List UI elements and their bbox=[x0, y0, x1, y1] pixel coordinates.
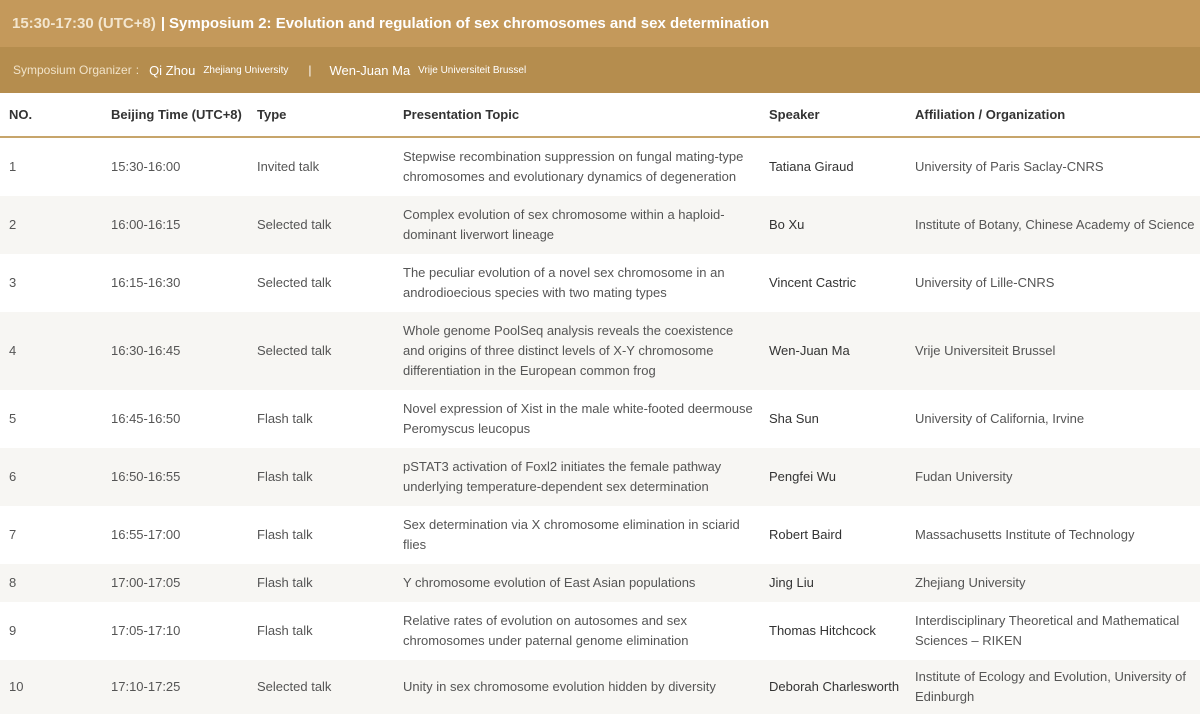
cell-type: Invited talk bbox=[257, 159, 320, 174]
cell-time: 17:00-17:05 bbox=[111, 575, 181, 590]
cell-time: 16:30-16:45 bbox=[111, 343, 181, 358]
cell-topic: Stepwise recombination suppression on fungal mating-type chromosomes and evolutionary dynamics of degeneration bbox=[403, 149, 744, 184]
cell-topic: pSTAT3 activation of Foxl2 initiates the female pathway underlying temperature-dependent sex determination bbox=[403, 459, 722, 494]
cell-type: Flash talk bbox=[257, 469, 313, 484]
cell-topic: Novel expression of Xist in the male white-footed deermouse Peromyscus leucopus bbox=[403, 401, 753, 436]
organizer-label: Symposium Organizer bbox=[13, 63, 132, 77]
cell-affiliation: Institute of Ecology and Evolution, University of Edinburgh bbox=[915, 669, 1186, 704]
cell-affiliation: University of Lille-CNRS bbox=[915, 275, 1055, 290]
organizer-divider: | bbox=[308, 63, 312, 77]
cell-time: 16:00-16:15 bbox=[111, 217, 181, 232]
cell-speaker: Deborah Charlesworth bbox=[769, 679, 900, 694]
cell-speaker: Thomas Hitchcock bbox=[769, 623, 876, 638]
cell-no: 10 bbox=[9, 679, 24, 694]
session-time-range: 15:30-17:30 (UTC+8) bbox=[12, 15, 156, 32]
table-row bbox=[0, 254, 1200, 312]
cell-topic: Relative rates of evolution on autosomes and sex chromosomes under paternal genome elimination bbox=[403, 613, 689, 648]
table-row bbox=[0, 448, 1200, 506]
cell-type: Flash talk bbox=[257, 527, 313, 542]
table-row bbox=[0, 390, 1200, 448]
cell-affiliation: Vrije Universiteit Brussel bbox=[915, 343, 1056, 358]
column-header-type: Type bbox=[257, 106, 287, 122]
cell-no: 6 bbox=[9, 469, 17, 484]
cell-type: Selected talk bbox=[257, 217, 332, 232]
column-header-speaker: Speaker bbox=[769, 106, 820, 122]
cell-type: Flash talk bbox=[257, 575, 313, 590]
table-row bbox=[0, 564, 1200, 602]
cell-affiliation: Zhejiang University bbox=[915, 575, 1026, 590]
table-row bbox=[0, 660, 1200, 714]
column-header-no: NO. bbox=[9, 106, 33, 122]
cell-no: 3 bbox=[9, 275, 17, 290]
cell-speaker: Wen-Juan Ma bbox=[769, 343, 850, 358]
cell-topic: Y chromosome evolution of East Asian populations bbox=[403, 575, 696, 590]
schedule-table bbox=[0, 93, 1200, 714]
cell-affiliation: Interdisciplinary Theoretical and Mathematical Sciences – RIKEN bbox=[915, 613, 1180, 648]
cell-time: 17:05-17:10 bbox=[111, 623, 181, 638]
column-header-affiliation: Affiliation / Organization bbox=[915, 106, 1066, 122]
cell-affiliation: Massachusetts Institute of Technology bbox=[915, 527, 1135, 542]
cell-topic: Complex evolution of sex chromosome within a haploid-dominant liverwort lineage bbox=[403, 207, 725, 242]
cell-topic: The peculiar evolution of a novel sex chromosome in an androdioecious species with two mating types bbox=[403, 265, 725, 300]
cell-topic: Sex determination via X chromosome elimination in sciarid flies bbox=[403, 517, 740, 552]
cell-topic: Whole genome PoolSeq analysis reveals the coexistence and origins of three distinct levels of X-Y chromosome differentiation in the European common frog bbox=[403, 323, 734, 378]
cell-no: 9 bbox=[9, 623, 17, 638]
cell-affiliation: Fudan University bbox=[915, 469, 1013, 484]
cell-speaker: Vincent Castric bbox=[769, 275, 857, 290]
cell-type: Flash talk bbox=[257, 623, 313, 638]
table-header-row bbox=[0, 93, 1200, 138]
cell-topic: Unity in sex chromosome evolution hidden by diversity bbox=[403, 679, 716, 694]
cell-speaker: Jing Liu bbox=[769, 575, 814, 590]
table-row bbox=[0, 138, 1200, 196]
cell-type: Selected talk bbox=[257, 275, 332, 290]
cell-type: Flash talk bbox=[257, 411, 313, 426]
cell-no: 5 bbox=[9, 411, 17, 426]
cell-speaker: Tatiana Giraud bbox=[769, 159, 854, 174]
cell-time: 16:15-16:30 bbox=[111, 275, 181, 290]
organizer-colon: : bbox=[135, 63, 140, 77]
cell-no: 1 bbox=[9, 159, 17, 174]
cell-no: 4 bbox=[9, 343, 17, 358]
cell-affiliation: Institute of Botany, Chinese Academy of Science bbox=[915, 217, 1195, 232]
cell-no: 2 bbox=[9, 217, 17, 232]
cell-speaker: Bo Xu bbox=[769, 217, 805, 232]
column-header-topic: Presentation Topic bbox=[403, 106, 520, 122]
table-row bbox=[0, 506, 1200, 564]
symposium-title: Symposium 2: Evolution and regulation of sex chromosomes and sex determination bbox=[169, 15, 770, 32]
organizer-bar bbox=[0, 47, 1200, 93]
cell-affiliation: University of Paris Saclay-CNRS bbox=[915, 159, 1104, 174]
cell-affiliation: University of California, Irvine bbox=[915, 411, 1085, 426]
cell-time: 16:45-16:50 bbox=[111, 411, 181, 426]
cell-type: Selected talk bbox=[257, 679, 332, 694]
title-separator: | bbox=[160, 15, 166, 32]
table-row bbox=[0, 602, 1200, 660]
cell-time: 16:50-16:55 bbox=[111, 469, 181, 484]
cell-speaker: Sha Sun bbox=[769, 411, 819, 426]
organizer-name-1: Qi Zhou bbox=[149, 62, 196, 78]
organizer-institution-2: Vrije Universiteit Brussel bbox=[418, 64, 527, 76]
column-header-time: Beijing Time (UTC+8) bbox=[111, 106, 242, 122]
cell-type: Selected talk bbox=[257, 343, 332, 358]
cell-time: 17:10-17:25 bbox=[111, 679, 181, 694]
cell-time: 15:30-16:00 bbox=[111, 159, 181, 174]
organizer-institution-1: Zhejiang University bbox=[203, 64, 289, 76]
symposium-title-bar bbox=[0, 0, 1200, 47]
cell-time: 16:55-17:00 bbox=[111, 527, 181, 542]
organizer-name-2: Wen-Juan Ma bbox=[329, 62, 411, 78]
cell-no: 8 bbox=[9, 575, 17, 590]
cell-no: 7 bbox=[9, 527, 17, 542]
table-body bbox=[0, 138, 1200, 714]
table-row bbox=[0, 312, 1200, 390]
cell-speaker: Robert Baird bbox=[769, 527, 842, 542]
table-row bbox=[0, 196, 1200, 254]
cell-speaker: Pengfei Wu bbox=[769, 469, 836, 484]
